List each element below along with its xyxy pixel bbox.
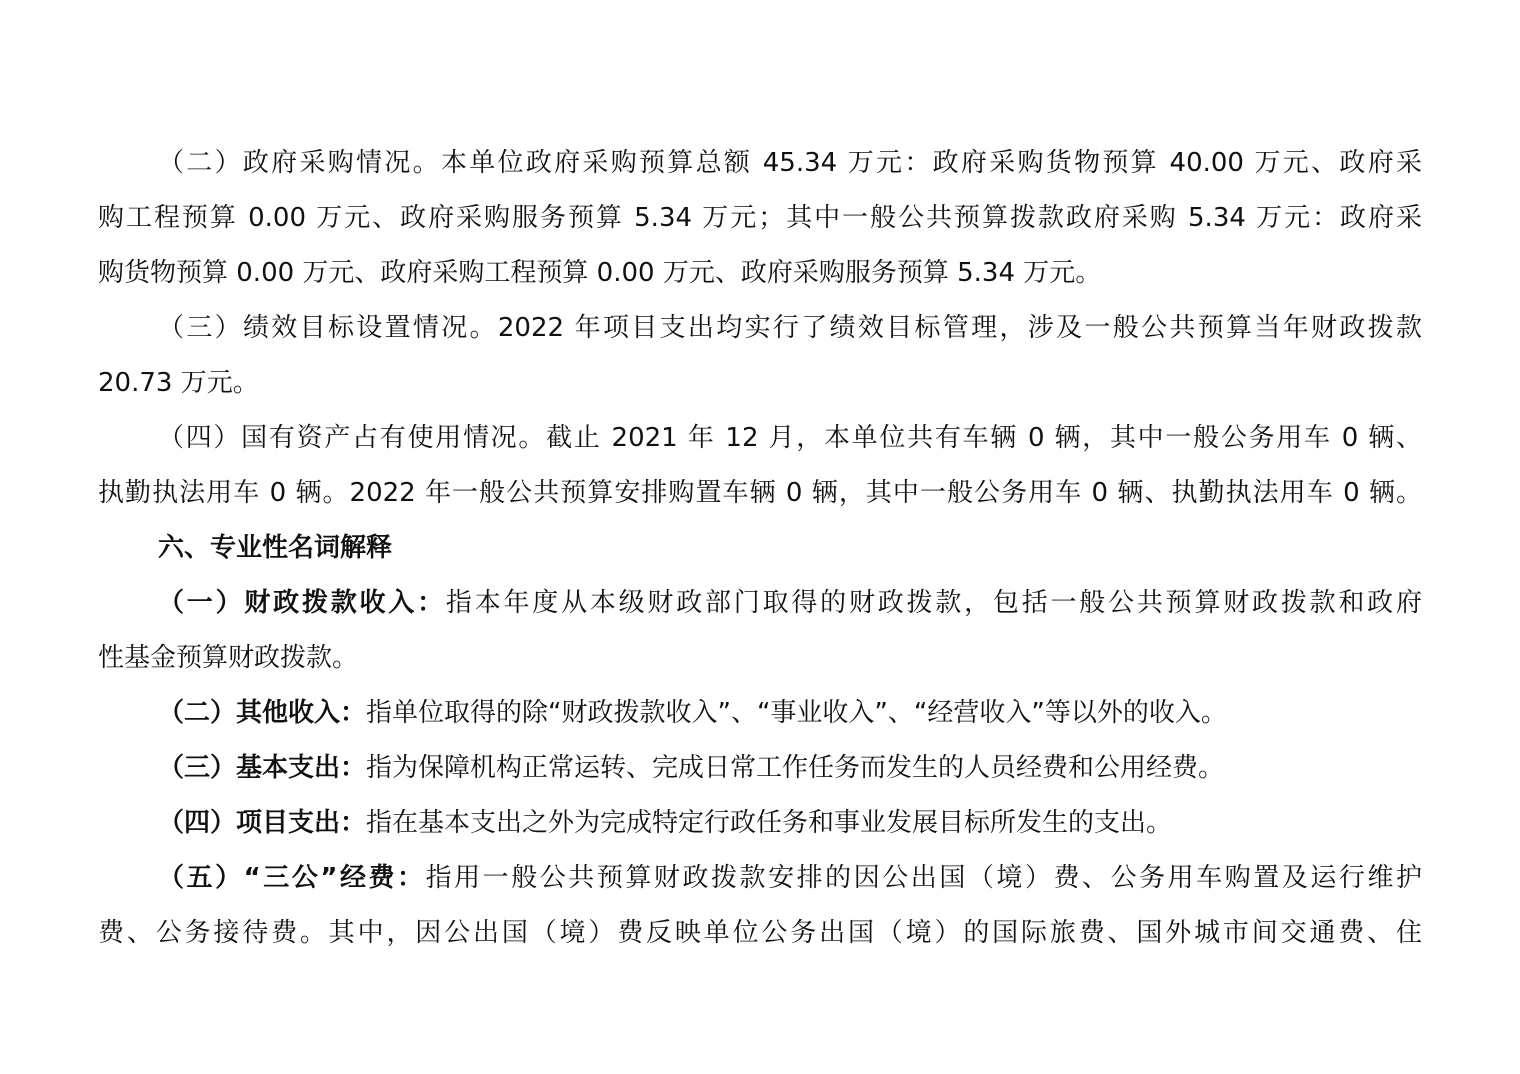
document-body [98, 136, 1422, 961]
definition-text: 指在基本支出之外为完成特定行政任务和事业发展目标所发生的支出。 [366, 808, 1173, 838]
definition-line [98, 686, 1422, 741]
definition-term: （二）其他收入： [158, 698, 367, 728]
definition-term: （四）项目支出： [158, 808, 367, 838]
definition-term: （一）财政拨款收入： [158, 588, 446, 618]
definition-line [98, 796, 1422, 851]
paragraph-line: 购货物预算 0.00 万元、政府采购工程预算 0.00 万元、政府采购服务预算 5.34 万元。 [98, 258, 1102, 288]
definition-term: （五）“三公”经费： [158, 863, 426, 893]
definition-continuation: 性基金预算财政拨款。 [98, 643, 359, 673]
paragraph-line: 执勤执法用车 0 辆。2022 年一般公共预算安排购置车辆 0 辆，其中一般公务用车 0 辆、执勤执法用车 0 辆。 [98, 478, 1422, 508]
definition-line [98, 576, 1422, 631]
definition-term: （三）基本支出： [158, 753, 367, 783]
definition-continuation: 费、公务接待费。其中，因公出国（境）费反映单位公务出国（境）的国际旅费、国外城市间交通费、住 [98, 918, 1422, 948]
paragraph-line: （四）国有资产占有使用情况。截止 2021 年 12 月，本单位共有车辆 0 辆，其中一般公务用车 0 辆、 [158, 423, 1422, 453]
definition-text: 指用一般公共预算财政拨款安排的因公出国（境）费、公务用车购置及运行维护 [425, 863, 1422, 893]
paragraph-line: 20.73 万元。 [98, 368, 259, 398]
definition-text: 指本年度从本级财政部门取得的财政拨款，包括一般公共预算财政拨款和政府 [445, 588, 1422, 618]
definition-line [98, 851, 1422, 906]
definition-text: 指为保障机构正常运转、完成日常工作任务而发生的人员经费和公用经费。 [366, 753, 1225, 783]
paragraph-line: （三）绩效目标设置情况。2022 年项目支出均实行了绩效目标管理，涉及一般公共预算当年财政拨款 [158, 313, 1422, 343]
section-heading: 六、专业性名词解释 [158, 533, 393, 563]
paragraph-line: 购工程预算 0.00 万元、政府采购服务预算 5.34 万元；其中一般公共预算拨款政府采购 5.34 万元：政府采 [98, 203, 1422, 233]
definition-line [98, 741, 1422, 796]
definition-text: 指单位取得的除“财政拨款收入”、“事业收入”、“经营收入”等以外的收入。 [366, 698, 1227, 728]
paragraph-line: （二）政府采购情况。本单位政府采购预算总额 45.34 万元：政府采购货物预算 40.00 万元、政府采 [158, 148, 1422, 178]
